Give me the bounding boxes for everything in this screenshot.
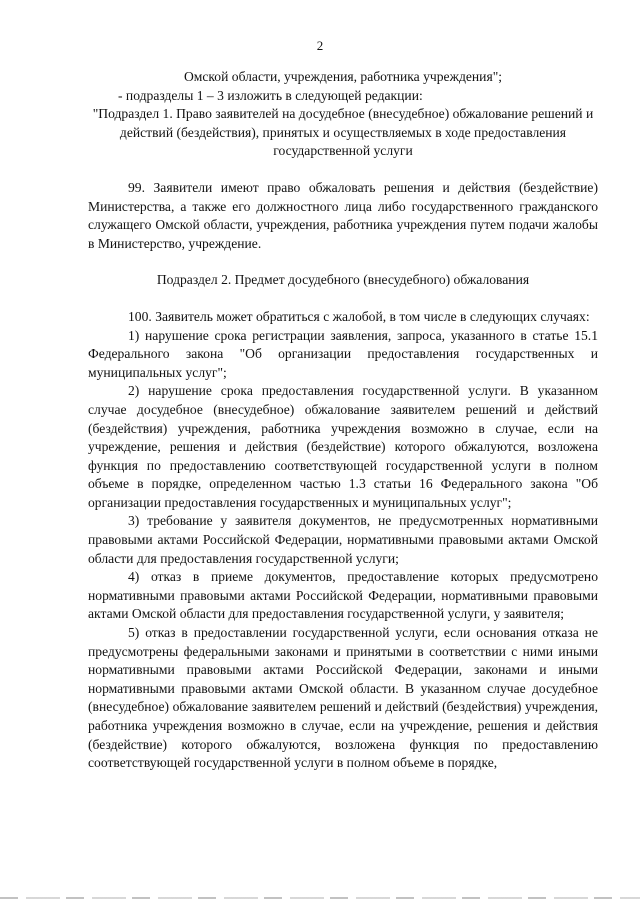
paragraph-100: 100. Заявитель может обратиться с жалобой, в том числе в следующих случаях: [128, 308, 590, 324]
spacer [88, 253, 598, 271]
list-item: 5) отказ в предоставлении государственной услуги, если основания отказа не предусмотрены федеральными законами и принятыми в соответствии с ними иными нормативными правовыми актами Российской Федерации, законами и иными нормативными правовыми актами Омской области. В указанном случае досудебное (внесудебное) обжалование заявителем решений и действий (бездействия) учреждения, работника учреждения возможно в случае, если на учреждение, решения и действия (бездействие) которого обжалуются, возложена функция по предоставлению соответствующей государственной услуги в полном объеме в порядке, [88, 625, 598, 771]
spacer [88, 161, 598, 179]
list-item: 1) нарушение срока регистрации заявления, запроса, указанного в статье 15.1 Федерального закона "Об организации предоставления государственных и муниципальных услуг"; [88, 327, 598, 380]
intro-line-2: - подразделы 1 – 3 изложить в следующей редакции: [118, 87, 423, 103]
subsection-1-heading: "Подраздел 1. Право заявителей на досудебное (внесудебное) обжалование решений и действий (бездействия), принятых и осуществляемых в ходе предоставления государственной услуги [92, 106, 594, 159]
spacer [88, 290, 598, 308]
subsection-2-heading: Подраздел 2. Предмет досудебного (внесудебного) обжалования [156, 272, 530, 288]
intro-line-1: Омской области, учреждения, работника учреждения"; [183, 69, 503, 84]
paragraph-99: 99. Заявители имеют право обжаловать решения и действия (бездействие) Министерства, а также его должностного лица либо государственного гражданского служащего Омской области, учреждения, работника учреждения путем подачи жалобы в Министерство, учреждение. [88, 179, 598, 251]
list-item: 4) отказ в приеме документов, предоставление которых предусмотрено нормативными правовыми актами Российской Федерации, нормативными правовыми актами Омской области для предоставления государственной услуги, у заявителя; [88, 569, 598, 622]
page-number: 2 [316, 38, 324, 53]
list-item: 3) требование у заявителя документов, не предусмотренных нормативными правовыми актами Российской Федерации, нормативными правовыми актами Омской области для предоставления государственной услуги; [88, 513, 598, 566]
list-item: 2) нарушение срока предоставления государственной услуги. В указанном случае досудебное (внесудебное) обжалование заявителем решений и действий (бездействия) учреждения, работника учреждения возможно в случае, если на учреждение, решения и действия (бездействие) которого обжалуются, возложена функция по предоставлению соответствующей государственной услуги в полном объеме в порядке, определенном частью 1.3 статьи 16 Федерального закона "Об организации предоставления государственных и муниципальных услуг"; [88, 383, 598, 510]
document-body [88, 68, 598, 773]
scan-edge-artifact [0, 897, 640, 899]
